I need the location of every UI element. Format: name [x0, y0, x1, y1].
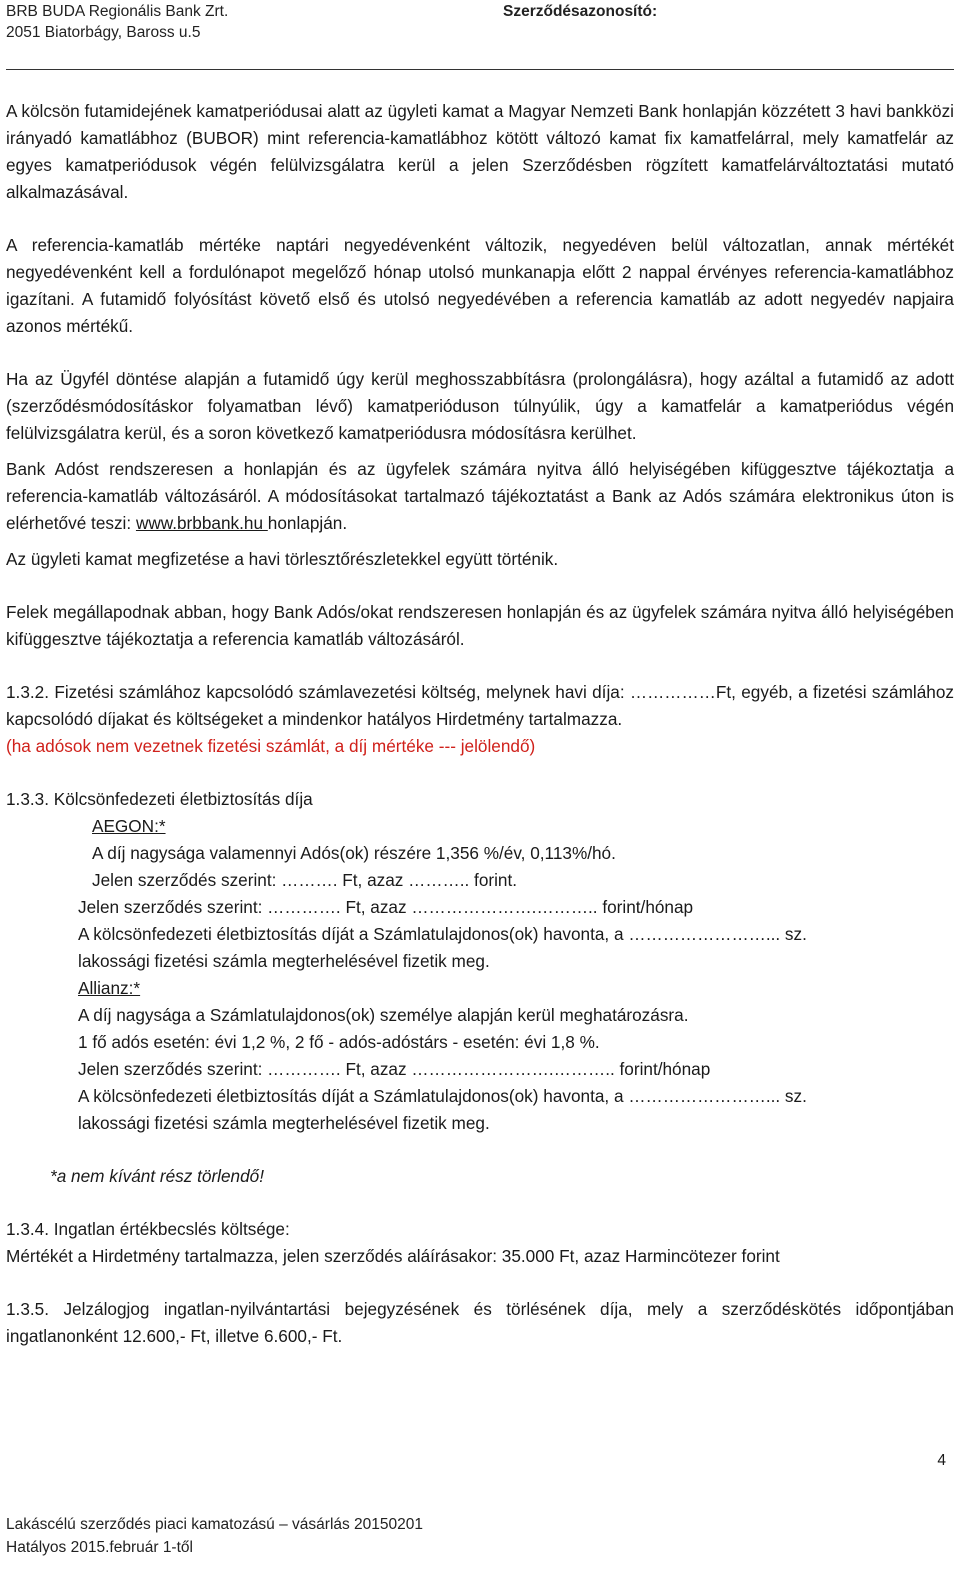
paragraph-interest-period: A kölcsön futamidejének kamatperiódusai alatt az ügyleti kamat a Magyar Nemzeti Bank honlapján közzétett 3 havi bankközi irányadó kamatlábhoz (BUBOR) mint referencia-kamatlábhoz kötött változó kamat fix kamatfelárral, mely kamatfelár az egyes kamatperiódusok végén felülvizsgálatra kerül a jelen Szerződésben rögzített kamatfelárváltoztatási mutató alkalmazásával. [6, 101, 954, 202]
notification-text: Bank Adóst rendszeresen a honlapján és az ügyfelek számára nyitva álló helyiségében kifüggesztve tájékoztatja a referencia-kamatláb változásáról. A módosításokat tartalmazó tájékoztatást a Bank az Adós számára elektronikus úton is elérhetővé teszi: [6, 459, 954, 533]
footer-effective-date: Hatályos 2015.február 1-től [6, 1539, 193, 1556]
bank-address: 2051 Biatorbágy, Baross u.5 [6, 24, 201, 41]
section-1-3-3-title: 1.3.3. Kölcsönfedezeti életbiztosítás díja [6, 789, 313, 809]
allianz-line-5: lakossági fizetési számla megterhelésével fizetik meg. [78, 1113, 490, 1133]
section-1-3-4-title: 1.3.4. Ingatlan értékbecslés költsége: [6, 1219, 290, 1239]
deletion-note: *a nem kívánt rész törlendő! [50, 1166, 264, 1186]
bank-name: BRB BUDA Regionális Bank Zrt. [6, 3, 229, 20]
paragraph-notification [6, 456, 954, 537]
footer-document-title: Lakáscélú szerződés piaci kamatozású – vásárlás 20150201 [6, 1516, 424, 1533]
aegon-line-3: Jelen szerződés szerint: …………. Ft, azaz ………………….……….. forint/hónap [78, 897, 694, 917]
paragraph-agreement: Felek megállapodnak abban, hogy Bank Adós/okat rendszeresen honlapján és az ügyfelek számára nyitva álló helyiségében kifüggesztve tájékoztatja a referencia kamatláb változásáról. [6, 602, 954, 649]
aegon-line-5: lakossági fizetési számla megterhelésével fizetik meg. [78, 951, 490, 971]
notification-suffix: honlapján. [267, 513, 348, 533]
paragraph-prolongation: Ha az Ügyfél döntése alapján a futamidő úgy kerül meghosszabbításra (prolongálásra), hogy azáltal a futamidő az adott (szerződésmódosításkor folyamatban lévő) kamatperióduson túlnyúlik, úgy a kamatfelár a kamatperiódus végén felülvizsgálatra kerül, és a soron következő kamatperiódusra módosításra kerülhet. [6, 369, 954, 443]
allianz-line-3: Jelen szerződés szerint: …………. Ft, azaz …………………….……….. forint/hónap [78, 1059, 711, 1079]
allianz-line-2: 1 fő adós esetén: évi 1,2 %, 2 fő - adós-adóstárs - esetén: évi 1,8 %. [78, 1032, 600, 1052]
aegon-line-2: Jelen szerződés szerint: ………. Ft, azaz ……….. forint. [92, 870, 518, 890]
section-1-3-4-text: Mértékét a Hirdetmény tartalmazza, jelen szerződés aláírásakor: 35.000 Ft, azaz Harmincötezer forint [6, 1246, 780, 1266]
section-1-3-2-note: (ha adósok nem vezetnek fizetési számlát, a díj mértéke --- jelölendő) [6, 736, 536, 756]
allianz-label: Allianz:* [78, 978, 141, 998]
document-body [6, 98, 954, 1350]
page-header [6, 0, 954, 48]
contract-id-label: Szerződésazonosító: [503, 3, 658, 20]
section-1-3-2: 1.3.2. Fizetési számlához kapcsolódó számlavezetési költség, melynek havi díja: ……………Ft, egyéb, a fizetési számlához kapcsolódó díjakat és költségeket a mindenkor hatályos Hirdetmény tartalmazza. [6, 682, 954, 729]
allianz-line-1: A díj nagysága a Számlatulajdonos(ok) személye alapján kerül meghatározásra. [78, 1005, 689, 1025]
bank-website-link[interactable]: www.brbbank.hu [135, 513, 268, 533]
paragraph-interest-payment: Az ügyleti kamat megfizetése a havi törlesztőrészletekkel együtt történik. [6, 549, 559, 569]
page-number: 4 [937, 1452, 946, 1469]
allianz-line-4: A kölcsönfedezeti életbiztosítás díját a Számlatulajdonos(ok) havonta, a ……………………... sz. [78, 1086, 807, 1106]
aegon-line-4: A kölcsönfedezeti életbiztosítás díját a Számlatulajdonos(ok) havonta, a ……………………... sz. [78, 924, 807, 944]
aegon-line-1: A díj nagysága valamennyi Adós(ok) részére 1,356 %/év, 0,113%/hó. [92, 843, 616, 863]
aegon-label: AEGON:* [92, 816, 166, 836]
page-footer [6, 1513, 423, 1559]
header-divider [6, 69, 954, 70]
paragraph-reference-rate: A referencia-kamatláb mértéke naptári negyedévenként változik, negyedéven belül változatlan, annak mértékét negyedévenként kell a fordulónapot megelőző hónap utolsó munkanapja előtt 2 nappal érvényes referencia-kamatlábhoz igazítani. A futamidő folyósítást követő első és utolsó negyedévében a referencia kamatláb az adott negyedév napjaira azonos mértékű. [6, 235, 954, 336]
bank-info [6, 1, 228, 43]
section-1-3-5: 1.3.5. Jelzálogjog ingatlan-nyilvántartási bejegyzésének és törlésének díja, mely a szerződéskötés időpontjában ingatlanonként 12.600,- Ft, illetve 6.600,- Ft. [6, 1299, 954, 1346]
